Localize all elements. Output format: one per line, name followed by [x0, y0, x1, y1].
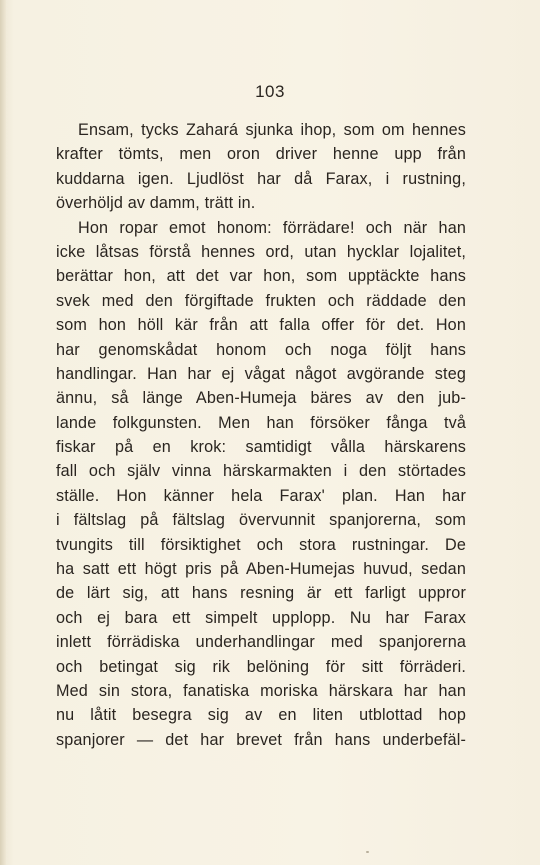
- text-line: fiskar på en krok: samtidigt vålla härskarens: [56, 438, 466, 457]
- text-line: svek med den förgiftade frukten och räddade den: [56, 291, 466, 310]
- text-line: och betingat sig rik belöning för sitt förräderi.: [56, 657, 466, 676]
- text-line: de lärt sig, att hans resning är ett farligt uppror: [56, 584, 466, 603]
- paper-speck: [366, 851, 369, 853]
- text-line: Med sin stora, fanatiska moriska härskara har han: [56, 681, 466, 700]
- text-line: icke låtsas förstå hennes ord, utan hycklar lojalitet,: [56, 242, 466, 261]
- text-line: i fältslag på fältslag övervunnit spanjorerna, som: [56, 511, 466, 530]
- text-line: krafter tömts, men oron driver henne upp från: [56, 145, 466, 164]
- body-text: [56, 118, 466, 752]
- text-line: spanjorer — det har brevet från hans underbefäl-: [56, 730, 466, 749]
- text-line: Hon ropar emot honom: förrädare! och när han: [78, 218, 466, 237]
- text-line: har genomskådat honom och noga följt hans: [56, 340, 466, 359]
- page-number: 103: [255, 82, 285, 101]
- text-line: lande folkgunsten. Men han försöker fånga två: [56, 413, 466, 432]
- text-line: nu låtit besegra sig av en liten utblottad hop: [56, 706, 466, 725]
- text-line: ha satt ett högt pris på Aben-Humejas huvud, sedan: [56, 560, 466, 579]
- text-line: ställe. Hon känner hela Farax' plan. Han har: [56, 486, 466, 505]
- text-line: överhöljd av damm, trätt in.: [56, 194, 256, 213]
- text-line: kuddarna igen. Ljudlöst har då Farax, i rustning,: [56, 169, 466, 188]
- text-line: tvungits till försiktighet och stora rustningar. De: [56, 535, 466, 554]
- page-binding-edge: [0, 0, 6, 865]
- text-line: Ensam, tycks Zahará sjunka ihop, som om hennes: [78, 121, 466, 139]
- text-line: som hon höll kär från att falla offer för det. Hon: [56, 316, 466, 335]
- text-line: och ej bara ett simpelt upplopp. Nu har Farax: [56, 608, 466, 627]
- text-line: ännu, så länge Aben-Humeja bäres av den jub-: [56, 389, 466, 408]
- text-line: inlett förrädiska underhandlingar med spanjorerna: [56, 633, 466, 652]
- text-line: handlingar. Han har ej vågat något avgörande steg: [56, 364, 466, 383]
- text-line: berättar hon, att det var hon, som upptäckte hans: [56, 267, 466, 286]
- text-line: fall och själv vinna härskarmakten i den störtades: [56, 462, 466, 481]
